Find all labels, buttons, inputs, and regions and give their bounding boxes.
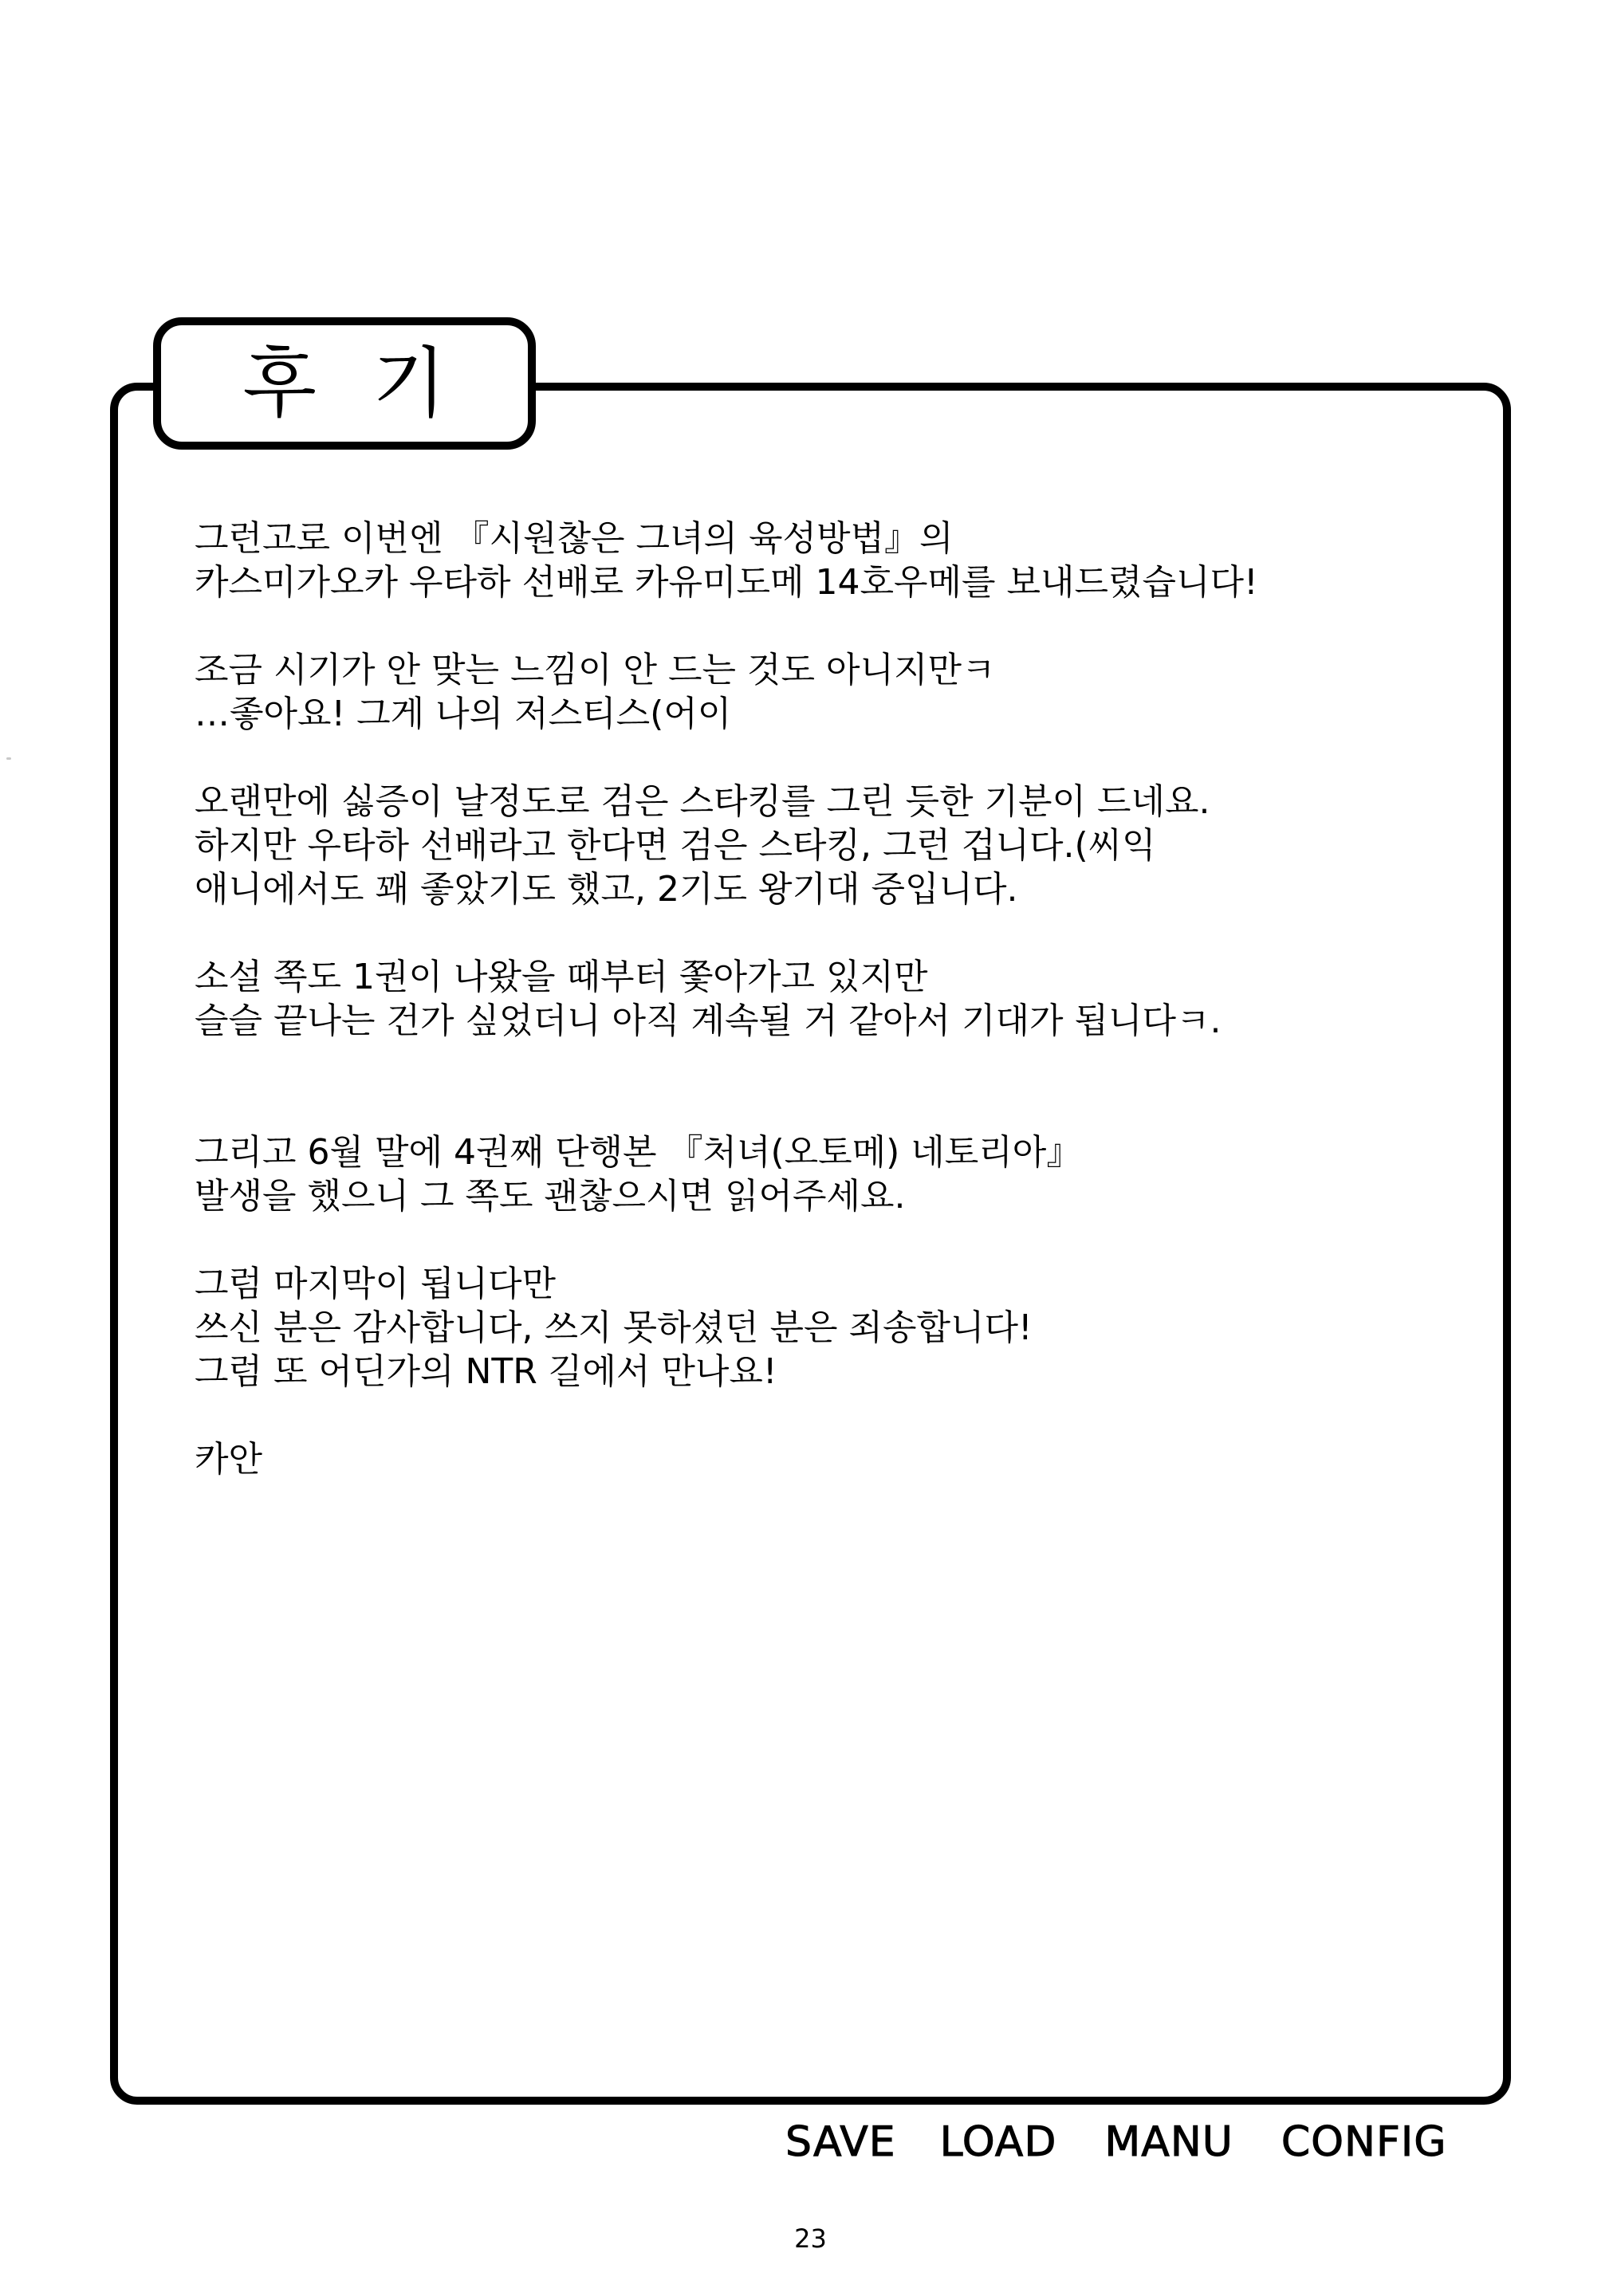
text-line: 그럼 마지막이 됩니다만 <box>195 1264 557 1304</box>
text-line: …좋아요! 그게 나의 저스티스(어이 <box>195 694 732 734</box>
text-line: 소설 쪽도 1권이 나왔을 때부터 쫓아가고 있지만 <box>195 957 928 997</box>
paragraph <box>195 517 1438 604</box>
text-line: 애니에서도 꽤 좋았기도 했고, 2기도 왕기대 중입니다. <box>195 869 1018 910</box>
page-title: 후기 <box>242 339 502 428</box>
menu-button[interactable]: MANU <box>1104 2118 1233 2166</box>
signature: 카안 <box>195 1439 263 1480</box>
text-line: 하지만 우타하 선배라고 한다면 검은 스타킹, 그런 겁니다.(씨익 <box>195 825 1156 866</box>
paragraph <box>195 1262 1438 1394</box>
text-line: 그럼 또 어딘가의 NTR 길에서 만나요! <box>195 1351 777 1392</box>
paragraph <box>195 1437 1438 1481</box>
paragraph <box>195 1130 1438 1218</box>
game-menu-bar <box>785 2114 1447 2170</box>
scan-speck <box>6 757 11 760</box>
text-line: 오랜만에 싫증이 날정도로 검은 스타킹를 그린 듯한 기분이 드네요. <box>195 781 1210 822</box>
paragraph <box>195 780 1438 911</box>
text-line: 그런고로 이번엔 『시원찮은 그녀의 육성방법』의 <box>195 518 954 559</box>
title-tab <box>153 317 536 450</box>
text-line: 발생을 했으니 그 쪽도 괜찮으시면 읽어주세요. <box>195 1176 906 1217</box>
text-line: 슬슬 끝나는 건가 싶었더니 아직 계속될 거 같아서 기대가 됩니다ㅋ. <box>195 1001 1222 1041</box>
text-line: 조금 시기가 안 맞는 느낌이 안 드는 것도 아니지만ㅋ <box>195 650 996 690</box>
text-line: 그리고 6월 말에 4권째 단행본 『처녀(오토메) 네토리아』 <box>195 1132 1082 1173</box>
afterword-text <box>195 517 1438 1525</box>
save-button[interactable]: SAVE <box>785 2118 896 2166</box>
paragraph <box>195 648 1438 736</box>
config-button[interactable]: CONFIG <box>1281 2118 1447 2166</box>
text-line: 카스미가오카 우타하 선배로 카유미도메 14호우메를 보내드렸습니다! <box>195 562 1258 603</box>
paragraph <box>195 955 1438 1043</box>
page-number: 23 <box>794 2223 827 2254</box>
load-button[interactable]: LOAD <box>939 2118 1057 2166</box>
text-line: 쓰신 분은 감사합니다, 쓰지 못하셨던 분은 죄송합니다! <box>195 1307 1033 1348</box>
